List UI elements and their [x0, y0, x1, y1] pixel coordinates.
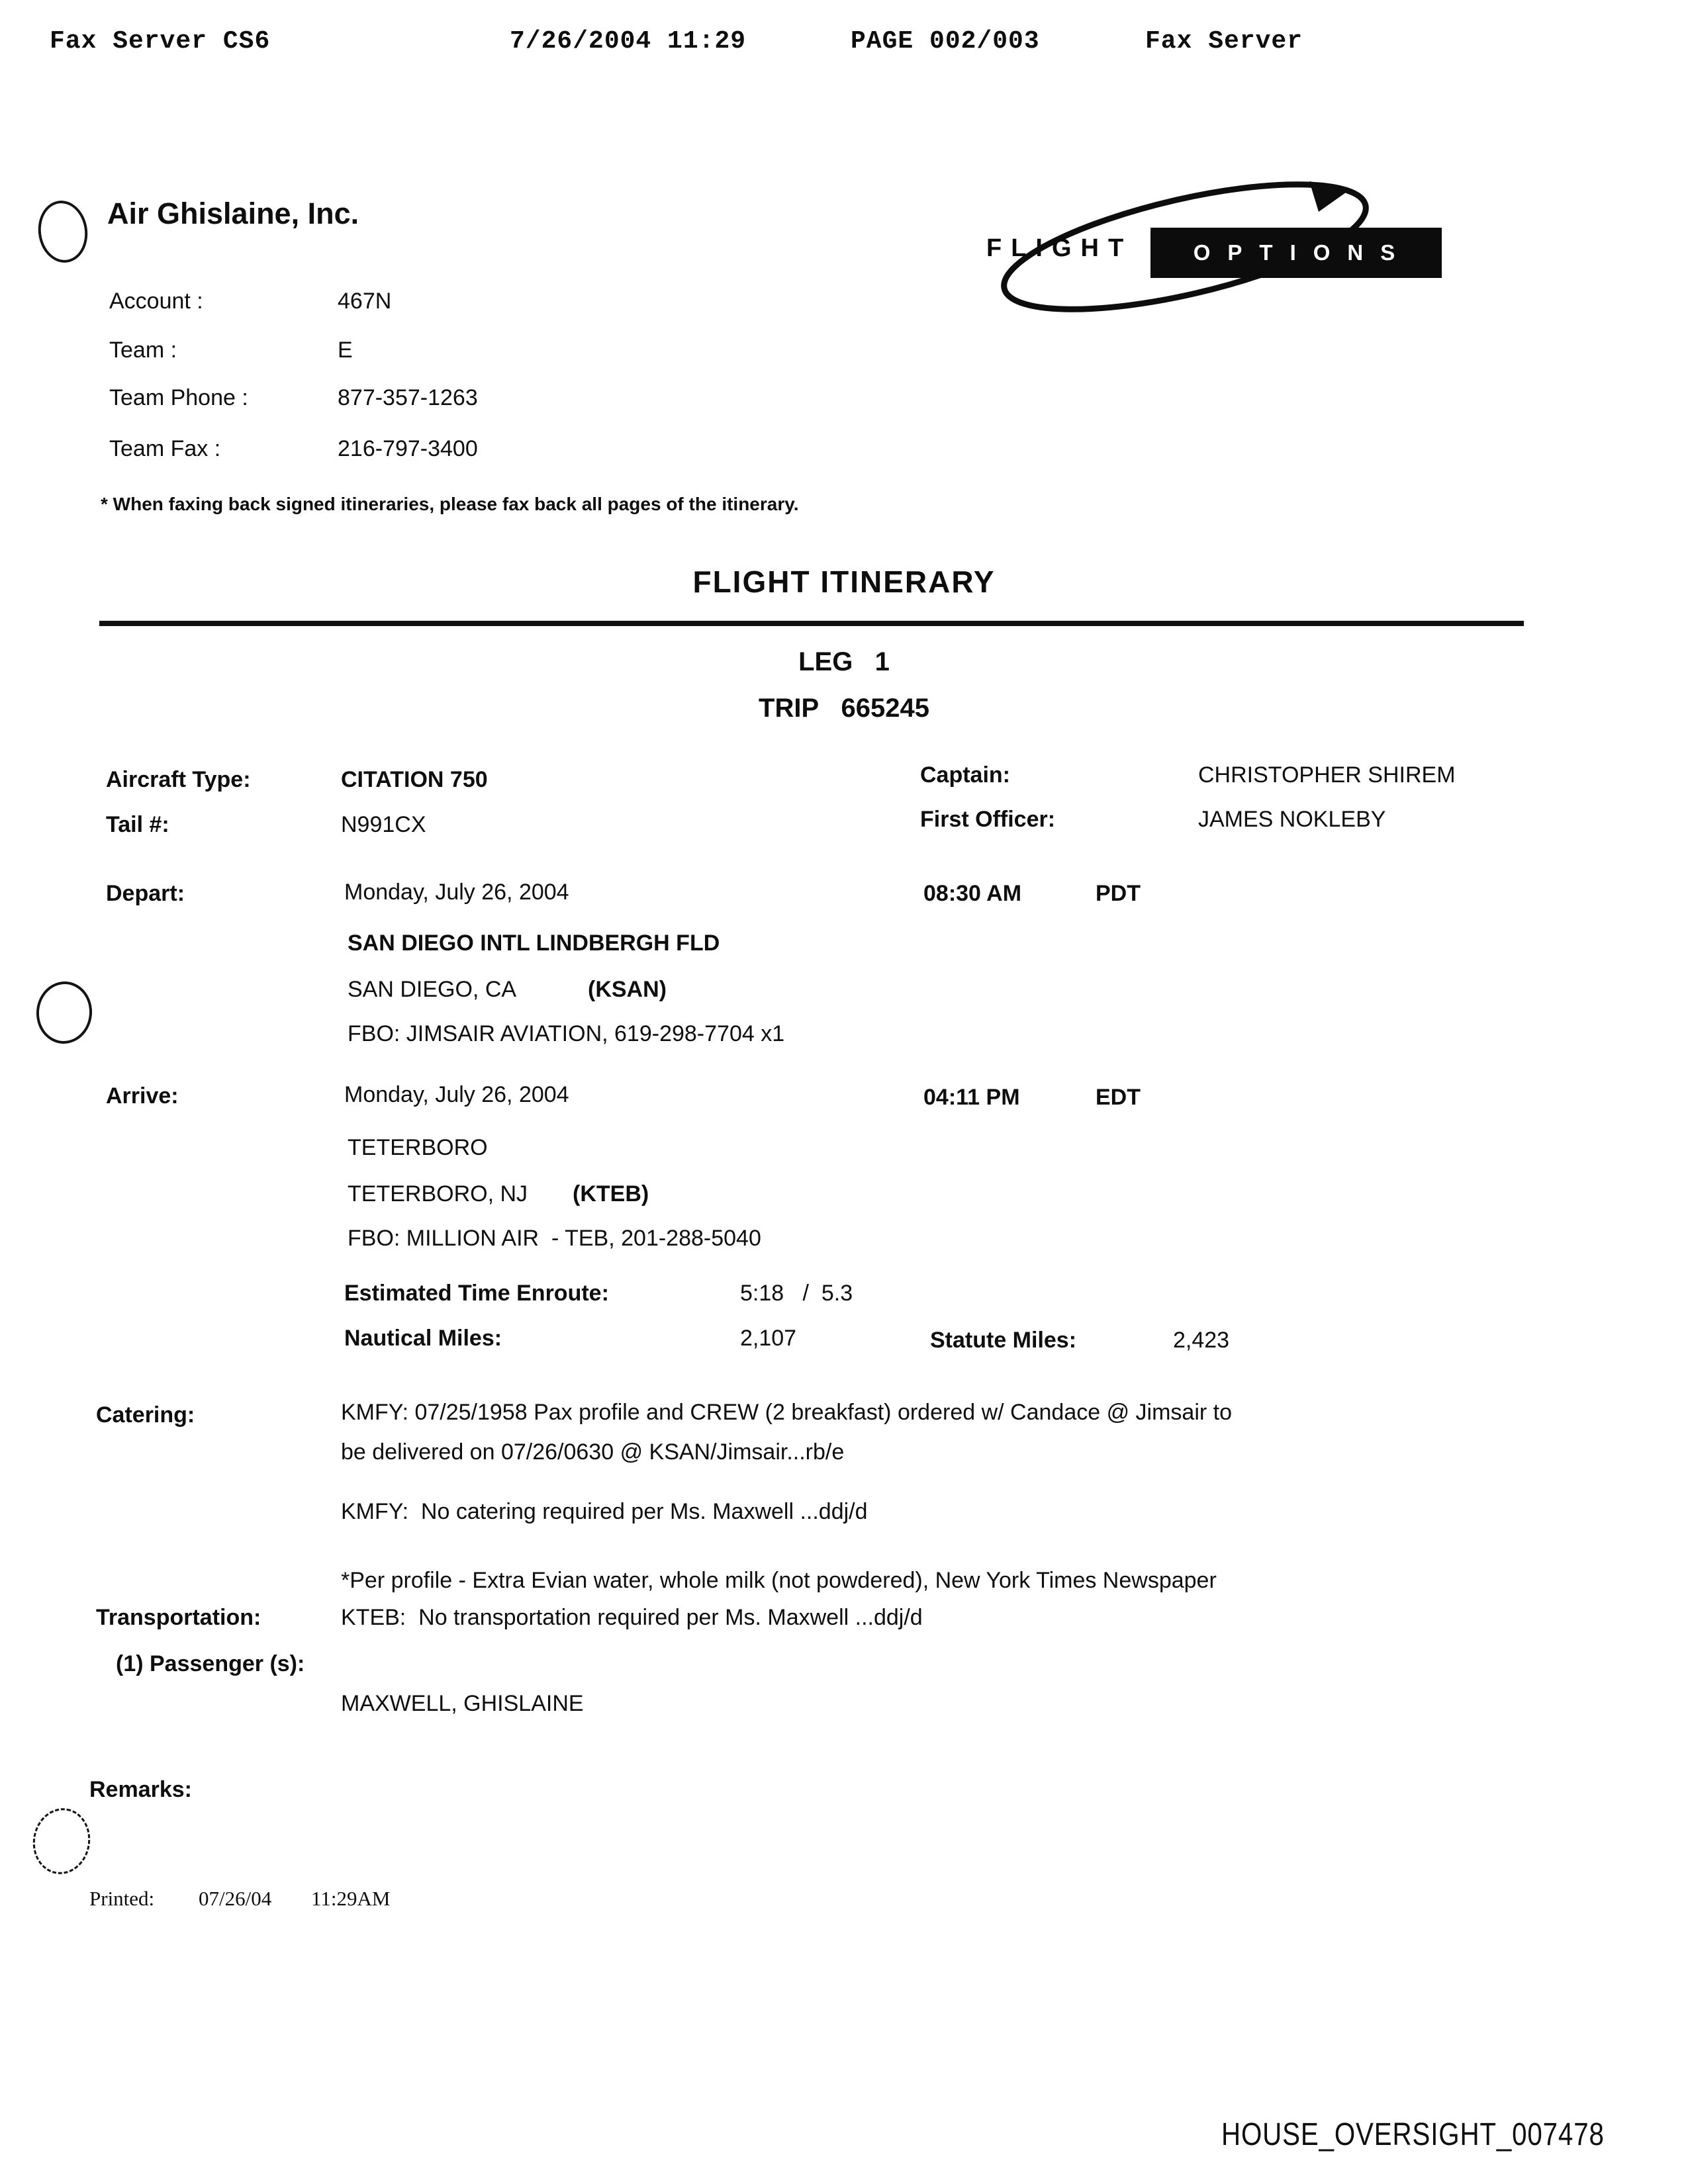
captain-label: Captain:	[920, 762, 1010, 788]
team-phone-value: 877-357-1263	[338, 385, 478, 410]
ete-label: Estimated Time Enroute:	[344, 1281, 609, 1306]
document-title: FLIGHT ITINERARY	[692, 565, 996, 599]
first-officer-name: JAMES NOKLEBY	[1198, 807, 1386, 832]
account-value: 467N	[338, 289, 392, 314]
aircraft-type-label: Aircraft Type:	[106, 767, 251, 792]
leg-label: LEG	[798, 647, 853, 676]
depart-label: Depart:	[106, 881, 185, 906]
statute-miles-value: 2,423	[1173, 1328, 1230, 1353]
trip-label: TRIP	[759, 694, 820, 723]
arrive-label: Arrive:	[106, 1083, 179, 1109]
transportation-label: Transportation:	[96, 1605, 261, 1630]
account-label: Account :	[109, 289, 203, 314]
arrive-airport: TETERBORO	[348, 1135, 488, 1160]
punch-hole-mark-middle	[34, 979, 95, 1046]
printed-label: Printed:	[89, 1887, 155, 1910]
catering-line-1: KMFY: 07/25/1958 Pax profile and CREW (2 breakfast) ordered w/ Candace @ Jimsair to	[341, 1400, 1233, 1425]
catering-line-3: KMFY: No catering required per Ms. Maxwell ...ddj/d	[341, 1499, 868, 1524]
transportation-value: KTEB: No transportation required per Ms. Maxwell ...ddj/d	[341, 1605, 923, 1630]
ete-value: 5:18 / 5.3	[740, 1281, 853, 1306]
fax-header-page-number: PAGE 002/003	[851, 27, 1040, 56]
depart-date: Monday, July 26, 2004	[344, 880, 569, 905]
team-phone-label: Team Phone :	[109, 385, 248, 410]
depart-timezone: PDT	[1096, 881, 1141, 906]
depart-airport-code: (KSAN)	[588, 977, 667, 1002]
printed-date: 07/26/04	[199, 1887, 272, 1910]
fax-header-source: Fax Server	[1145, 27, 1303, 56]
passengers-label: (1) Passenger (s):	[116, 1651, 305, 1676]
catering-line-2: be delivered on 07/26/0630 @ KSAN/Jimsair...rb/e	[341, 1439, 845, 1465]
passenger-name: MAXWELL, GHISLAINE	[341, 1691, 584, 1716]
punch-hole-mark-bottom	[28, 1803, 95, 1878]
depart-time: 08:30 AM	[923, 881, 1022, 906]
printed-time: 11:29AM	[311, 1887, 391, 1910]
leg-row	[0, 647, 1688, 677]
trip-row	[0, 694, 1688, 723]
punch-hole-mark-top	[34, 197, 91, 265]
title-divider-rule	[99, 621, 1524, 626]
fax-header-server: Fax Server CS6	[50, 27, 271, 56]
logo-flight-text: FLIGHT	[986, 234, 1133, 262]
team-label: Team :	[109, 338, 177, 363]
team-fax-label: Team Fax :	[109, 436, 221, 461]
tail-number-label: Tail #:	[106, 812, 169, 837]
depart-fbo: FBO: JIMSAIR AVIATION, 619-298-7704 x1	[348, 1021, 785, 1046]
arrive-time: 04:11 PM	[923, 1085, 1020, 1110]
trip-number: 665245	[841, 694, 929, 723]
leg-number: 1	[874, 647, 890, 676]
logo-options-box	[1150, 228, 1442, 278]
depart-airport: SAN DIEGO INTL LINDBERGH FLD	[348, 931, 720, 956]
tail-number-value: N991CX	[341, 812, 426, 837]
company-name: Air Ghislaine, Inc.	[107, 197, 359, 230]
depart-city: SAN DIEGO, CA	[348, 977, 517, 1002]
fax-back-note: * When faxing back signed itineraries, please fax back all pages of the itinerary.	[101, 494, 799, 514]
flight-options-logo	[980, 177, 1470, 316]
remarks-label: Remarks:	[89, 1777, 192, 1802]
captain-name: CHRISTOPHER SHIREM	[1198, 762, 1456, 788]
arrive-city: TETERBORO, NJ	[348, 1181, 528, 1206]
logo-options-text: OPTIONS	[1193, 240, 1413, 265]
bates-number: HOUSE_OVERSIGHT_007478	[1221, 2117, 1605, 2152]
team-value: E	[338, 338, 353, 363]
arrive-fbo: FBO: MILLION AIR - TEB, 201-288-5040	[348, 1226, 761, 1251]
statute-miles-label: Statute Miles:	[930, 1328, 1077, 1353]
first-officer-label: First Officer:	[920, 807, 1056, 832]
arrive-airport-code: (KTEB)	[573, 1181, 649, 1206]
fax-header-datetime: 7/26/2004 11:29	[510, 27, 747, 56]
catering-profile-note: *Per profile - Extra Evian water, whole milk (not powdered), New York Times Newspaper	[341, 1568, 1217, 1593]
catering-label: Catering:	[96, 1402, 195, 1428]
nautical-miles-value: 2,107	[740, 1326, 797, 1351]
aircraft-type-value: CITATION 750	[341, 767, 488, 792]
nautical-miles-label: Nautical Miles:	[344, 1326, 502, 1351]
arrive-timezone: EDT	[1096, 1085, 1141, 1110]
team-fax-value: 216-797-3400	[338, 436, 478, 461]
arrive-date: Monday, July 26, 2004	[344, 1082, 569, 1107]
